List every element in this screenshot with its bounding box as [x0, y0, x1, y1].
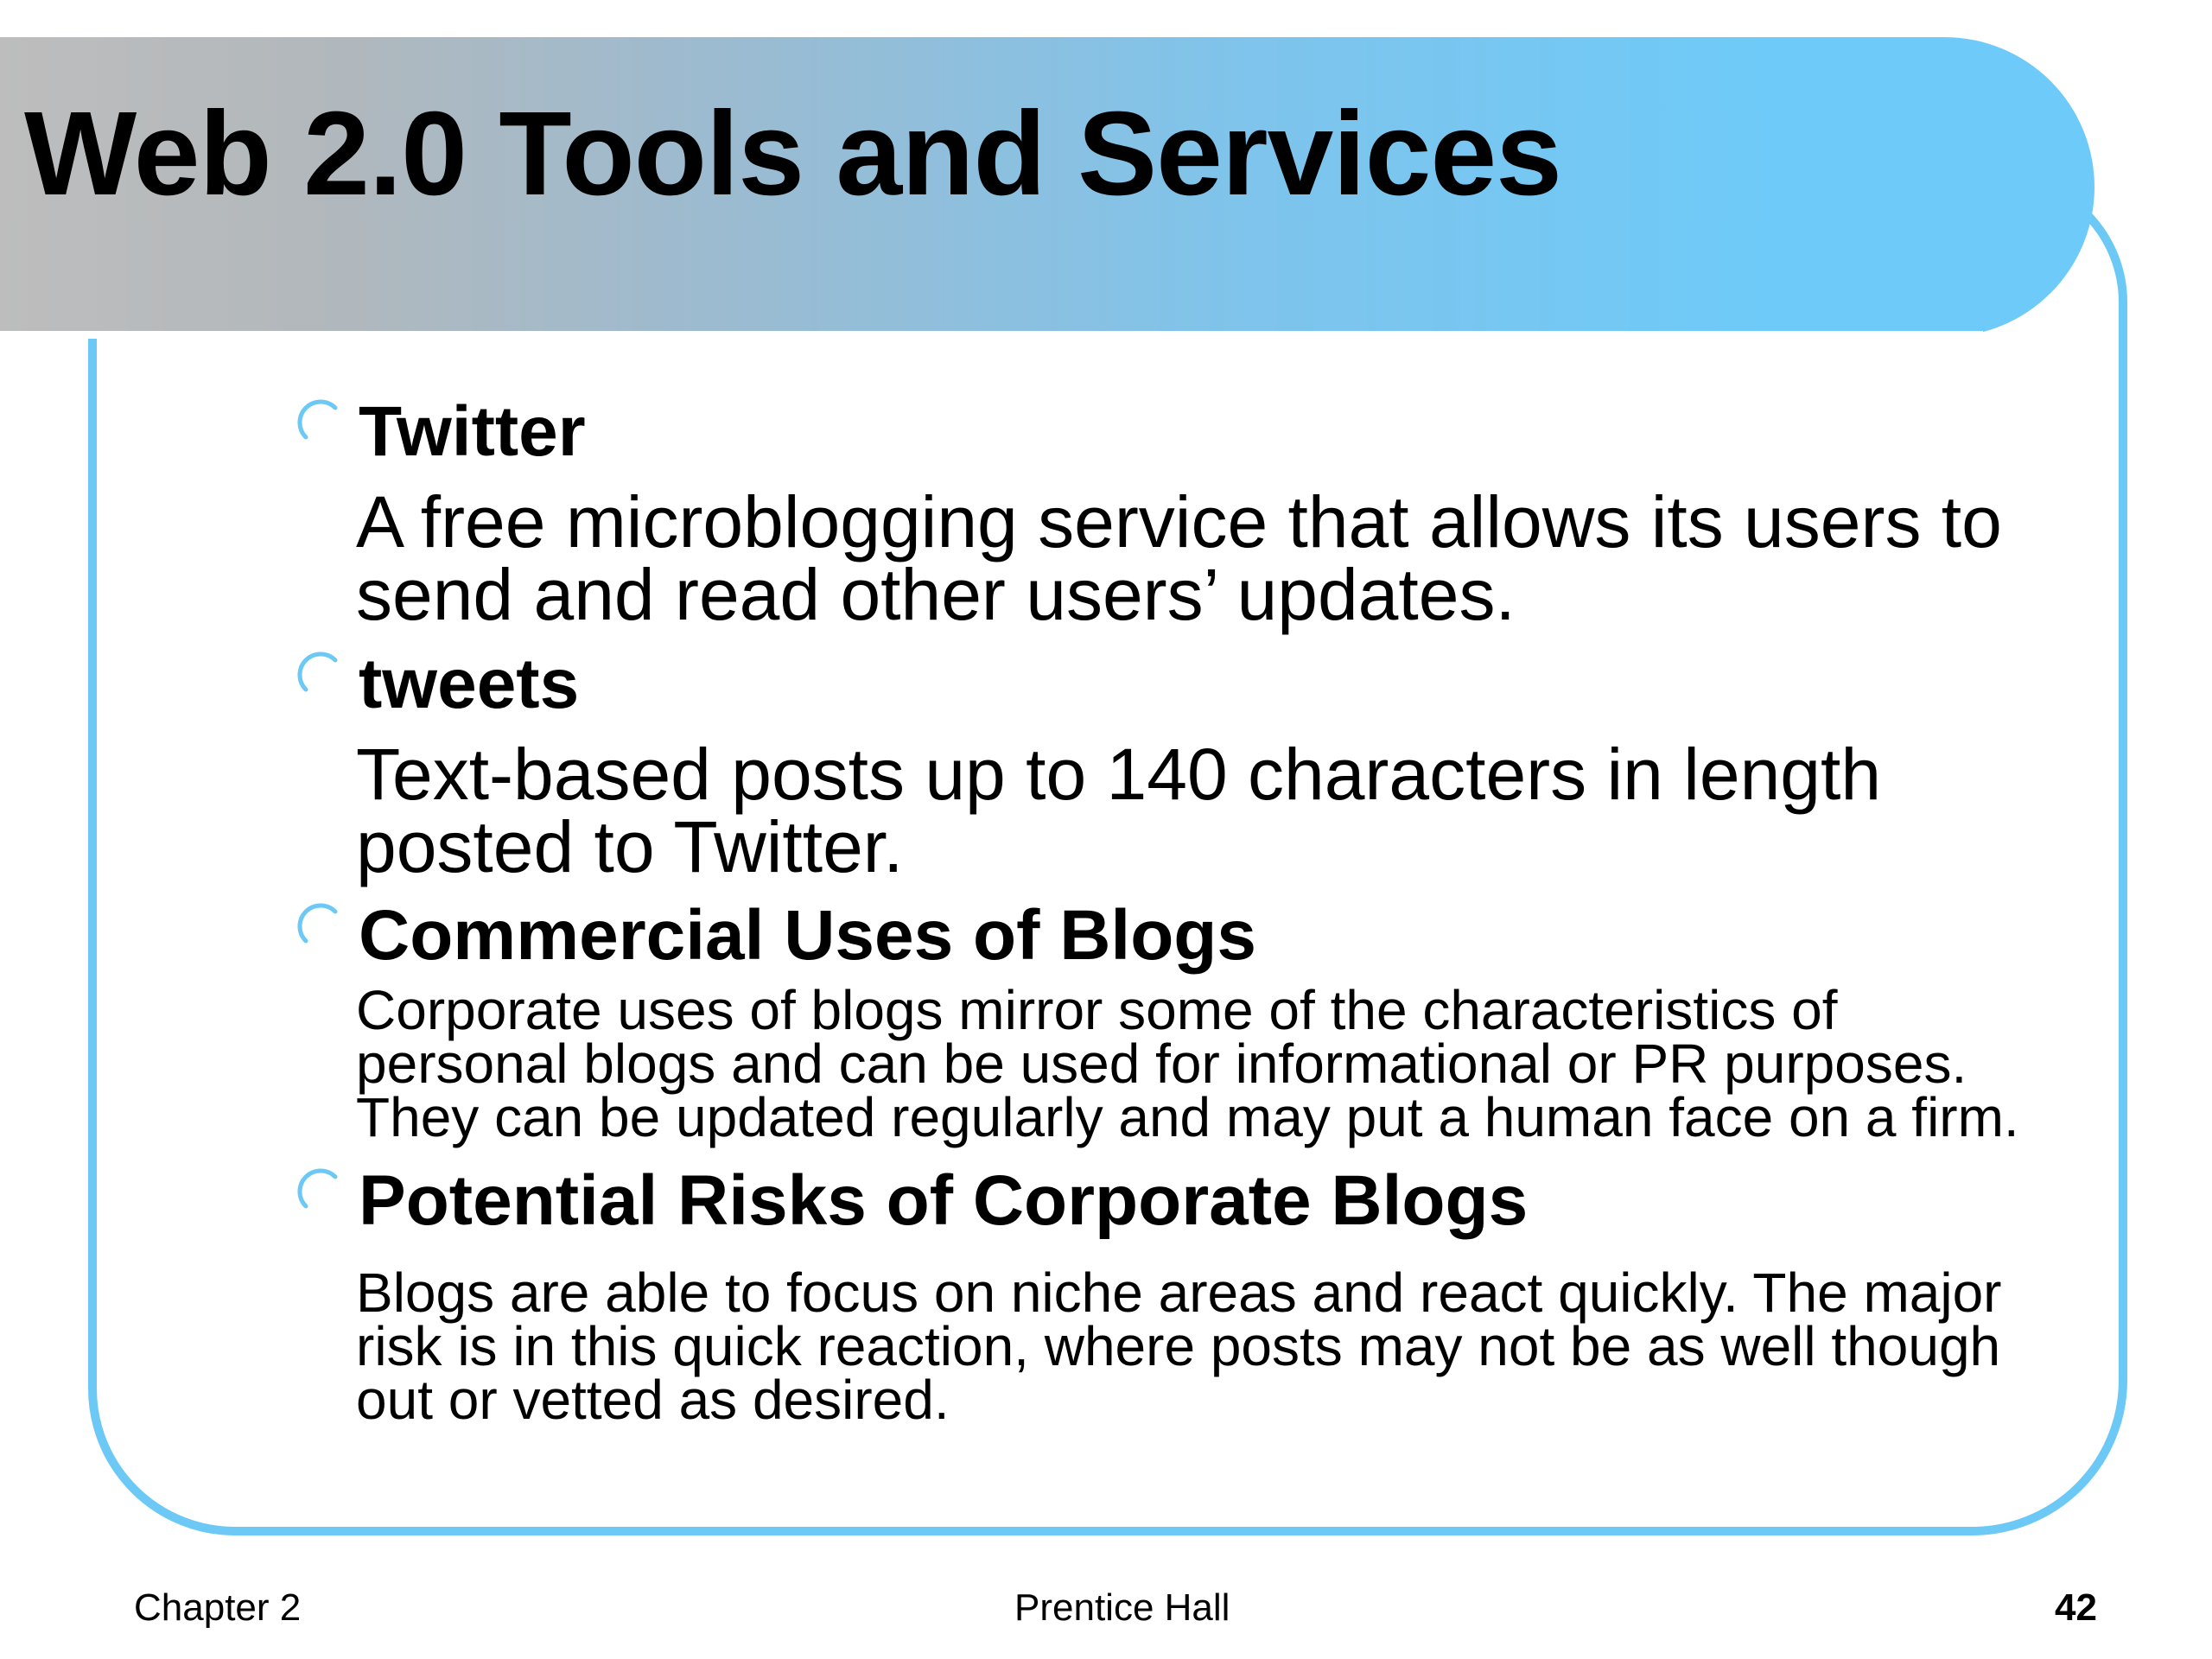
bullet-heading: tweets: [359, 645, 580, 723]
bullet-heading: Potential Risks of Corporate Blogs: [359, 1161, 1529, 1240]
bullet-body-text: Text-based posts up to 140 characters in length posted to Twitter.: [356, 734, 1882, 887]
footer-publisher: Prentice Hall: [1014, 1586, 1230, 1629]
footer-chapter: Chapter 2: [134, 1586, 302, 1629]
bullet-body-text: Blogs are able to focus on niche areas and react quickly. The major risk is in this quick reaction, where posts may not be as well though out or vetted as desired.: [356, 1262, 2002, 1431]
bullet-body-text: A free microblogging service that allows its users to send and read other users’ updates.: [356, 481, 2002, 635]
open-circle-arc-icon: [294, 397, 342, 446]
bullet-heading: Commercial Uses of Blogs: [359, 896, 1256, 975]
bullet-heading: Twitter: [359, 392, 586, 471]
title-underline-rule: [0, 331, 1983, 339]
open-circle-arc-icon: [294, 650, 342, 698]
open-circle-arc-icon: [294, 1166, 342, 1215]
footer-page-number: 42: [2055, 1586, 2097, 1629]
open-circle-arc-icon: [294, 901, 342, 950]
bullet-body-text: Corporate uses of blogs mirror some of the characteristics of personal blogs and can be used for informational or PR purposes. They can be updated regularly and may put a human face on a firm.: [356, 979, 2019, 1148]
slide-title: Web 2.0 Tools and Services: [24, 87, 1561, 220]
